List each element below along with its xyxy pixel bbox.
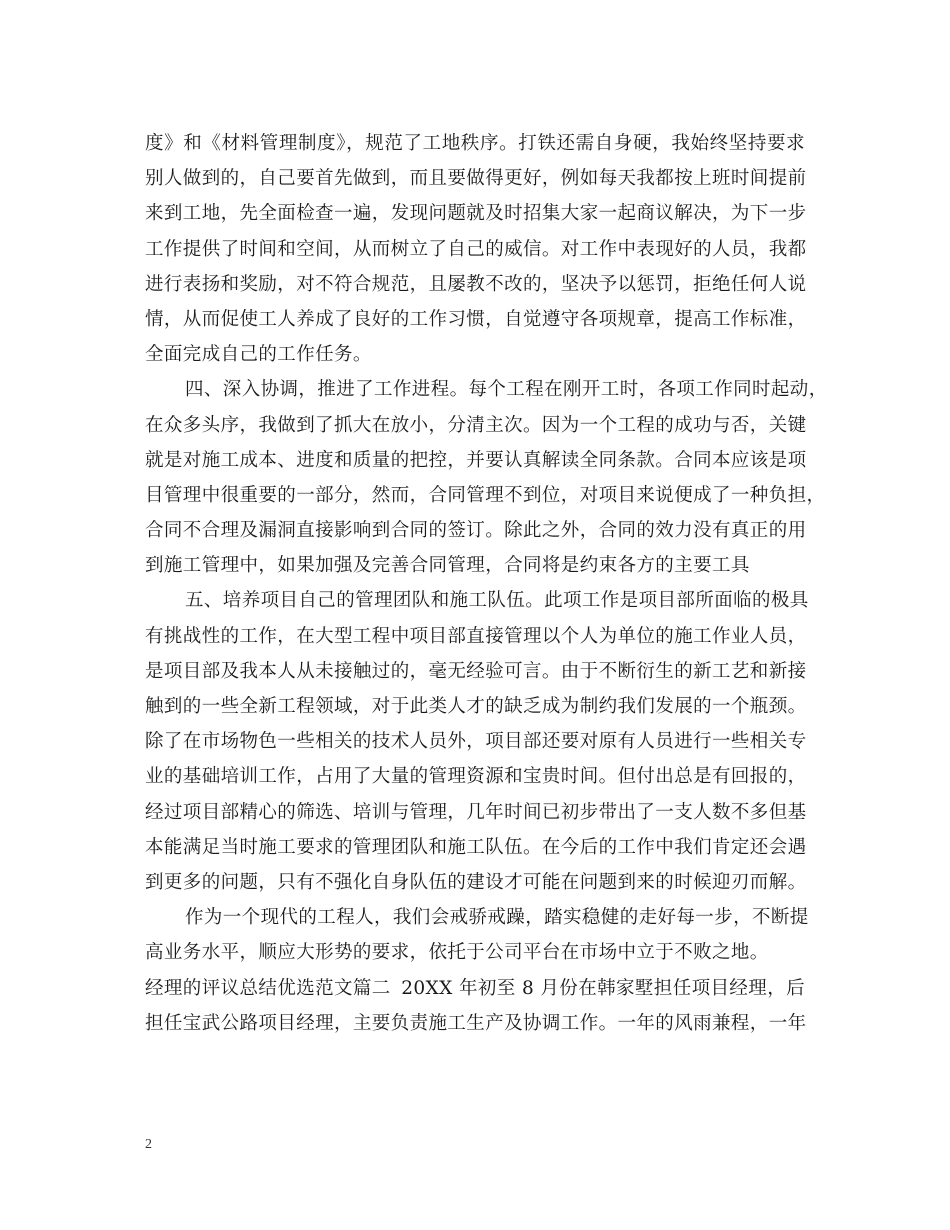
page-number: 2 — [145, 1137, 152, 1152]
text-line-last: 担任宝武公路项目经理，主要负责施工生产及协调工作。一年的风雨兼程，一年 — [145, 1012, 807, 1034]
document-body — [145, 126, 828, 1041]
text-line: 到施工管理中，如果加强及完善合同管理，合同将是约束各方的主要工具 — [145, 555, 750, 577]
text-line: 经过项目部精心的筛选、培训与管理，几年时间已初步带出了一支人数不多但基 — [145, 801, 807, 823]
text-line: 五、培养项目自己的管理团队和施工队伍。此项工作是项目部所面临的极具 — [185, 590, 809, 612]
text-line: 触到的一些全新工程领域，对于此类人才的缺乏成为制约我们发展的一个瓶颈。 — [145, 696, 807, 717]
text-line: 合同不合理及漏洞直接影响到合同的签订。除此之外，合同的效力没有真正的用 — [145, 520, 807, 542]
section-heading-line — [145, 971, 805, 1006]
text-line: 全面完成自己的工作任务。 — [145, 344, 372, 366]
text-line: 本能满足当时施工要求的管理团队和施工队伍。在今后的工作中我们肯定还会遇 — [145, 836, 807, 858]
text-line: 情，从而促使工人养成了良好的工作习惯，自觉遵守各项规章，提高工作标准， — [145, 308, 807, 330]
text-line: 到更多的问题，只有不强化自身队伍的建设才可能在问题到来的时候迎刃而解。 — [145, 871, 807, 893]
text-line: 高业务水平，顺应大形势的要求，依托于公司平台在市场中立于不败之地。 — [145, 942, 769, 964]
text-line: 进行表扬和奖励，对不符合规范，且屡教不改的，坚决予以惩罚，拒绝任何人说 — [145, 273, 807, 295]
text-line: 有挑战性的工作，在大型工程中项目部直接管理以个人为单位的施工作业人员， — [145, 625, 807, 647]
text-line: 四、深入协调，推进了工作进程。每个工程在刚开工时，各项工作同时起动， — [185, 379, 828, 401]
section-heading-title: 经理的评议总结优选范文篇二 — [145, 977, 391, 999]
text-line: 度》和《材料管理制度》，规范了工地秩序。打铁还需自身硬，我始终坚持要求 — [145, 133, 805, 154]
text-line: 就是对施工成本、进度和质量的把控，并要认真解读全同条款。合同本应该是项 — [145, 449, 807, 471]
text-line: 别人做到的，自己要首先做到，而且要做得更好，例如每天我都按上班时间提前 — [145, 168, 807, 190]
text-line: 在众多头序，我做到了抓大在放小，分清主次。因为一个工程的成功与否，关键 — [145, 414, 807, 436]
section-heading-text: 20XX 年初至 8 月份在韩家墅担任项目经理，后 — [401, 977, 805, 999]
text-line: 作为一个现代的工程人，我们会戒骄戒躁，踏实稳健的走好每一步，不断提 — [185, 907, 809, 929]
paragraph-lines — [145, 126, 828, 971]
text-line: 除了在市场物色一些相关的技术人员外，项目部还要对原有人员进行一些相关专 — [145, 731, 807, 753]
text-line: 目管理中很重要的一部分，然而，合同管理不到位，对项目来说便成了一种负担， — [145, 484, 826, 506]
text-line: 是项目部及我本人从未接触过的，毫无经验可言。由于不断衍生的新工艺和新接 — [145, 660, 807, 682]
text-line: 业的基础培训工作，占用了大量的管理资源和宝贵时间。但付出总是有回报的， — [145, 766, 807, 788]
text-line: 工作提供了时间和空间，从而树立了自己的威信。对工作中表现好的人员，我都 — [145, 238, 807, 260]
text-line: 来到工地，先全面检查一遍，发现问题就及时招集大家一起商议解决，为下一步 — [145, 203, 807, 225]
